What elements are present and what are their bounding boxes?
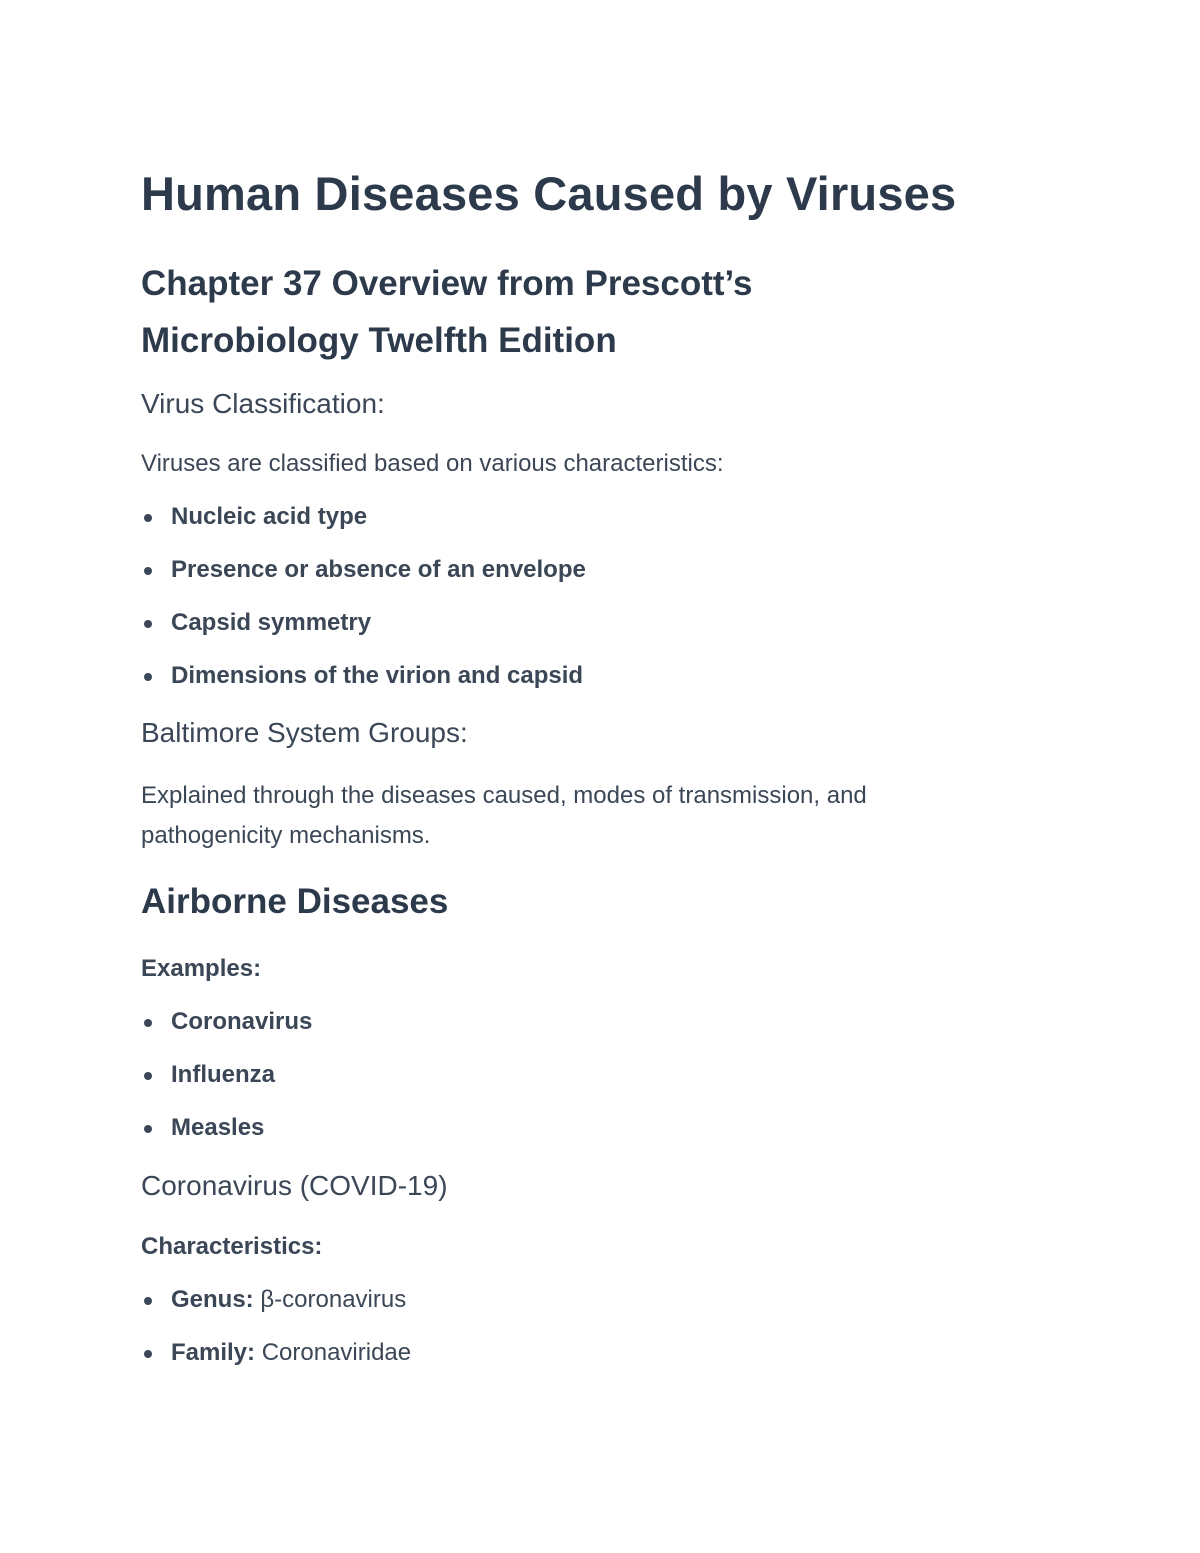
examples-label: Examples: bbox=[141, 955, 262, 982]
bullet-icon bbox=[144, 620, 152, 628]
airborne-heading: Airborne Diseases bbox=[141, 882, 449, 921]
bullet-icon bbox=[144, 1297, 152, 1305]
bullet-icon bbox=[144, 514, 152, 522]
chapter-subtitle: Chapter 37 Overview from Prescott’s Microbiology Twelfth Edition bbox=[141, 264, 753, 360]
coronavirus-heading: Coronavirus (COVID-19) bbox=[141, 1170, 448, 1201]
list-item: Family: Coronaviridae bbox=[141, 1338, 411, 1391]
list-item: Coronavirus bbox=[141, 1007, 312, 1060]
bullet-icon bbox=[144, 1125, 152, 1133]
classification-intro: Viruses are classified based on various characteristics: bbox=[141, 450, 724, 477]
list-item: Capsid symmetry bbox=[141, 608, 586, 661]
list-item: Nucleic acid type bbox=[141, 502, 586, 555]
list-item: Presence or absence of an envelope bbox=[141, 555, 586, 608]
baltimore-text: Explained through the diseases caused, modes of transmission, and pathogenicity mechanisms. bbox=[141, 782, 867, 849]
bullet-icon bbox=[144, 1350, 152, 1358]
coronavirus-characteristics-list bbox=[141, 1285, 411, 1391]
bullet-icon bbox=[144, 1019, 152, 1027]
classification-list bbox=[141, 502, 586, 714]
list-item: Genus: β-coronavirus bbox=[141, 1285, 411, 1338]
list-item: Measles bbox=[141, 1113, 312, 1166]
bullet-icon bbox=[144, 1072, 152, 1080]
airborne-examples-list bbox=[141, 1007, 312, 1166]
baltimore-heading: Baltimore System Groups: bbox=[141, 717, 468, 748]
bullet-icon bbox=[144, 567, 152, 575]
list-item: Dimensions of the virion and capsid bbox=[141, 661, 586, 714]
virus-classification-heading: Virus Classification: bbox=[141, 388, 385, 419]
characteristics-label: Characteristics: bbox=[141, 1233, 323, 1260]
bullet-icon bbox=[144, 673, 152, 681]
page-title: Human Diseases Caused by Viruses bbox=[141, 167, 957, 220]
list-item: Influenza bbox=[141, 1060, 312, 1113]
